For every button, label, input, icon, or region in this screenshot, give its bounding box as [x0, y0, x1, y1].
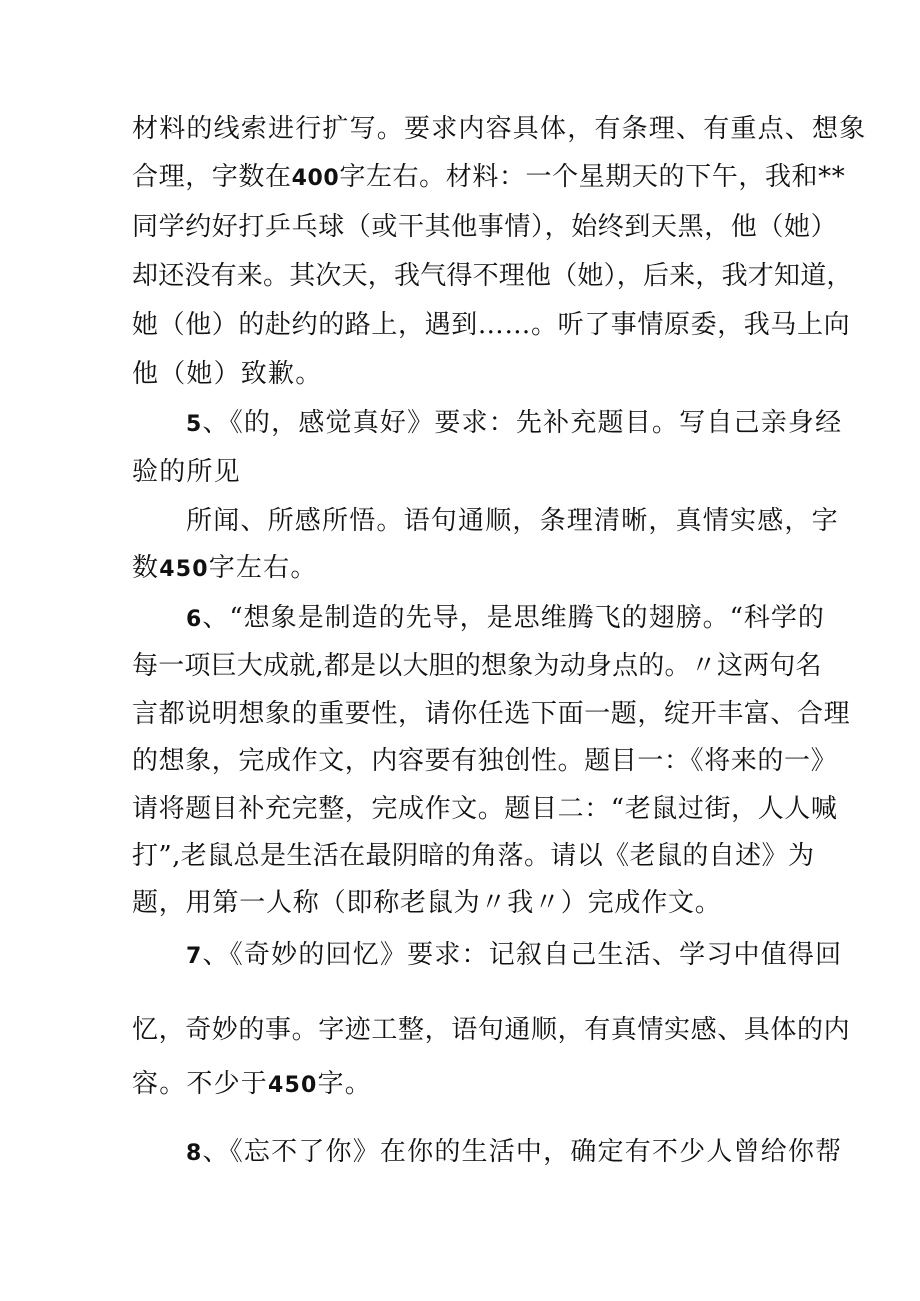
text-line: 题，用第一人称（即称老鼠为〃我〃）完成作文。: [132, 888, 722, 918]
text-line: 每一项巨大成就,都是以大胆的想象为动身点的。〃这两句名: [132, 651, 822, 681]
number-text: 450: [268, 1073, 318, 1098]
number-text: 8: [186, 1141, 203, 1166]
number-text: 7: [186, 944, 203, 969]
text-line: 他（她）致歉。: [132, 359, 323, 389]
question-6-line: 6、“想象是制造的先导，是思维腾飞的翅膀。“科学的: [186, 603, 825, 633]
text-line: 数450字左右。: [132, 553, 318, 583]
text-line: 却还没有来。其次天，我气得不理他（她），后来，我才知道，: [132, 261, 853, 291]
text-line: 言都说明想象的重要性，请你任选下面一题，绽开丰富、合理: [132, 699, 851, 729]
number-text: 5: [186, 412, 203, 437]
text-line: 的想象，完成作文，内容要有独创性。题目一：《将来的一》: [132, 746, 838, 776]
text-line: 材料的线索进行扩写。要求内容具体，有条理、有重点、想象: [132, 114, 867, 144]
text-line: 所闻、所感所悟。语句通顺，条理清晰，真情实感，字: [186, 506, 839, 536]
question-5-line: 5、《的，感觉真好》要求：先补充题目。写自己亲身经: [186, 408, 843, 438]
number-text: 450: [159, 557, 209, 582]
text-line: 她（他）的赴约的路上，遇到……。听了事情原委，我马上向: [132, 310, 851, 340]
question-7-line: 7、《奇妙的回忆》要求：记叙自己生活、学习中值得回: [186, 940, 843, 970]
text-line: 同学约好打乒乓球（或干其他事情），始终到天黑，他（她）: [132, 212, 838, 242]
text-line: 容。不少于450字。: [132, 1069, 372, 1099]
text-line: 打”,老鼠总是生活在最阴暗的角落。请以《老鼠的自述》为: [132, 841, 815, 871]
text-line: 合理，字数在400字左右。材料：一个星期天的下午，我和**: [132, 162, 846, 192]
text-line: 忆，奇妙的事。字迹工整，语句通顺，有真情实感、具体的内: [132, 1015, 851, 1045]
question-8-line: 8、《忘不了你》在你的生活中，确定有不少人曾给你帮: [186, 1137, 843, 1167]
number-text: 6: [186, 607, 203, 632]
text-line: 验的所见: [132, 457, 241, 487]
number-text: 400: [291, 166, 340, 191]
text-line: 请将题目补充完整，完成作文。题目二：“老鼠过街，人人喊: [132, 794, 838, 824]
